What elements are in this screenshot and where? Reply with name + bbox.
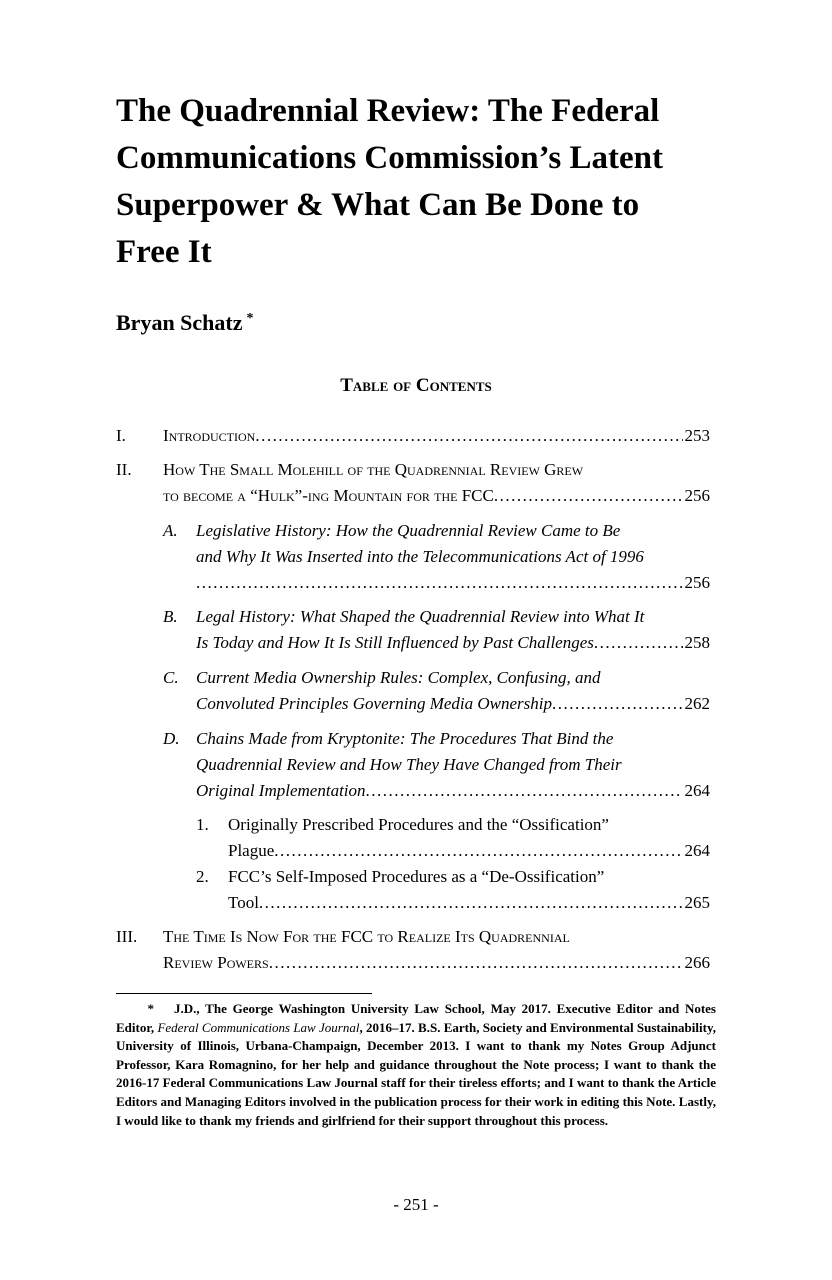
toc-page-number: 265: [684, 893, 710, 912]
toc-leader-line: [196, 630, 710, 656]
toc-leader-line: [163, 423, 710, 449]
toc-entry-text: Chains Made from Kryptonite: The Procedures That Bind the: [196, 729, 614, 748]
toc-leader-line: [163, 483, 710, 509]
toc-entry-text: Original Implementation: [196, 781, 366, 800]
footnote-text: , 2016–17. B.S. Earth, Society and Environmental Sustainability, University of Illinois, Urbana-Champaign, December 2013. I want to thank my Notes Group Adjunct Professor, Kara Romagnino, for her help and guidance throughout the Note process; I want to thank the 2016-17 Federal Communications Law Journal staff for their tireless efforts; and I want to thank the Article Editors and Managing Editors involved in the publication process for their work in editing this Note. Lastly, I would like to thank my friends and girlfriend for their support throughout this process.: [116, 1019, 716, 1128]
author-footnote-mark[interactable]: *: [246, 311, 254, 326]
footnote: [116, 1000, 716, 1130]
toc-page-number: 262: [684, 694, 710, 713]
toc-number: 2.: [196, 867, 209, 886]
toc-page-number: 256: [684, 486, 710, 505]
toc-entry-text: FCC’s Self-Imposed Procedures as a “De-Ossification”: [228, 867, 605, 886]
toc-entry-text: Is Today and How It Is Still Influenced by Past Challenges: [196, 633, 594, 652]
toc-number: D.: [163, 729, 180, 748]
footnote-journal-name: Federal Communications Law Journal: [157, 1019, 360, 1035]
toc-number: III.: [116, 927, 138, 946]
toc-page-number: 253: [684, 426, 710, 445]
title-line: Communications Commission’s Latent: [116, 140, 663, 176]
toc-entry-text: and Why It Was Inserted into the Telecommunications Act of 1996: [196, 547, 644, 566]
title-line: Free It: [116, 234, 212, 270]
toc-leader-line: [196, 778, 710, 804]
article-title: [116, 88, 736, 276]
toc-entry-text: Introduction: [163, 426, 256, 445]
toc-number: 1.: [196, 815, 209, 834]
toc-page-number: 264: [684, 781, 710, 800]
author: [116, 308, 254, 338]
toc-leader-line: [228, 838, 710, 864]
toc-leader-line: [228, 890, 710, 916]
toc-page-number: 266: [684, 953, 710, 972]
toc-leader-line: [196, 570, 710, 596]
toc-leader-line: [196, 691, 710, 717]
toc-entry-text: Legislative History: How the Quadrennial Review Came to Be: [196, 521, 621, 540]
toc-entry-text: Plague: [228, 841, 275, 860]
toc-heading: Table of Contents: [340, 375, 492, 396]
toc-page-number: 264: [684, 841, 710, 860]
dot-leader: [594, 630, 683, 656]
footnote-mark: *: [147, 1001, 154, 1016]
toc-page-number: 256: [684, 573, 710, 592]
toc-number: I.: [116, 426, 126, 445]
toc-number: C.: [163, 668, 179, 687]
dot-leader: [259, 890, 683, 916]
footnote-separator: [116, 993, 372, 994]
dot-leader: [366, 778, 683, 804]
footnote-text: J.D., The George Washington University Law School, May 2017. Executive Editor and Notes Editor,: [116, 1001, 716, 1035]
toc-entry-text: Tool: [228, 893, 259, 912]
dot-leader: [269, 950, 683, 976]
author-name: Bryan Schatz: [116, 310, 243, 335]
title-line: The Quadrennial Review: The Federal: [116, 93, 660, 129]
dot-leader: [196, 570, 683, 596]
toc-entry-text: Legal History: What Shaped the Quadrennial Review into What It: [196, 607, 645, 626]
toc-entry-text: Originally Prescribed Procedures and the “Ossification”: [228, 815, 609, 834]
toc-number: A.: [163, 521, 178, 540]
toc-number: II.: [116, 460, 132, 479]
page-number: - 251 -: [393, 1195, 439, 1214]
toc-entry-text: Current Media Ownership Rules: Complex, Confusing, and: [196, 668, 601, 687]
toc-entry-text: How The Small Molehill of the Quadrennial Review Grew: [163, 460, 584, 479]
toc-page-number: 258: [684, 633, 710, 652]
toc-entry-text: Quadrennial Review and How They Have Changed from Their: [196, 755, 622, 774]
dot-leader: [274, 838, 682, 864]
dot-leader: [255, 423, 682, 449]
toc-entry-text: Review Powers: [163, 953, 269, 972]
toc-entry-text: Convoluted Principles Governing Media Ownership: [196, 694, 553, 713]
dot-leader: [494, 483, 683, 509]
title-line: Superpower & What Can Be Done to: [116, 187, 640, 223]
dot-leader: [552, 691, 682, 717]
toc-entry-text: The Time Is Now For the FCC to Realize Its Quadrennial: [163, 927, 570, 946]
toc-entry-text: to become a “Hulk”-ing Mountain for the FCC: [163, 486, 494, 505]
toc-leader-line: [163, 950, 710, 976]
toc-number: B.: [163, 607, 178, 626]
